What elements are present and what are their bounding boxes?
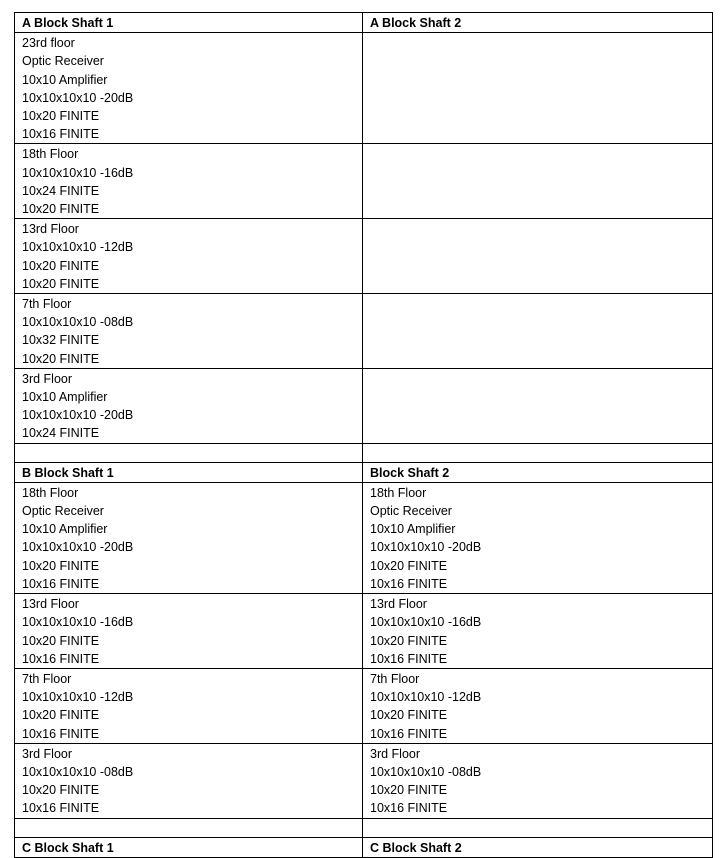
empty-cell xyxy=(15,443,363,462)
floor-label: 23rd floor xyxy=(22,36,75,51)
a-block-shaft-1-cell xyxy=(15,294,363,369)
equipment-line: 10x20 FINITE xyxy=(22,633,100,648)
b-block-shaft-2-cell xyxy=(363,594,713,669)
a-block-header-row xyxy=(15,13,713,33)
equipment-line: 10x16 FINITE xyxy=(22,651,100,666)
empty-cell xyxy=(363,443,713,462)
equipment-line: 10x10x10x10 -12dB xyxy=(22,240,134,255)
equipment-line: 10x10x10x10 -16dB xyxy=(22,615,134,630)
a-block-shaft-2-cell xyxy=(363,33,713,144)
a-block-shaft-1-cell xyxy=(15,219,363,294)
a-block-shaft-2-header: A Block Shaft 2 xyxy=(363,13,713,33)
equipment-line: 10x16 FINITE xyxy=(370,726,448,741)
b-block-shaft-2-cell xyxy=(363,668,713,743)
a-block-shaft-2-cell xyxy=(363,368,713,443)
table-row xyxy=(15,144,713,219)
b-block-shaft-1-header: B Block Shaft 1 xyxy=(15,462,363,482)
b-block-shaft-1-cell xyxy=(15,482,363,593)
floor-label: 7th Floor xyxy=(370,671,420,686)
floor-label: 13rd Floor xyxy=(22,597,79,612)
table-row xyxy=(15,668,713,743)
equipment-line: 10x32 FINITE xyxy=(22,333,100,348)
floor-label: 13rd Floor xyxy=(22,222,79,237)
equipment-line: 10x20 FINITE xyxy=(370,633,448,648)
c-block-shaft-2-header: C Block Shaft 2 xyxy=(363,837,713,857)
equipment-line: 10x10x10x10 -20dB xyxy=(370,540,482,555)
floor-label: 18th Floor xyxy=(22,147,79,162)
floor-label: 7th Floor xyxy=(22,671,72,686)
b-block-shaft-2-header: Block Shaft 2 xyxy=(363,462,713,482)
a-block-shaft-1-cell xyxy=(15,368,363,443)
table-row xyxy=(15,219,713,294)
empty-cell xyxy=(363,818,713,837)
b-block-shaft-1-cell xyxy=(15,594,363,669)
c-block-header-row xyxy=(15,837,713,857)
equipment-line: 10x20 FINITE xyxy=(22,558,100,573)
b-block-shaft-1-cell xyxy=(15,743,363,818)
equipment-line: 10x10 Amplifier xyxy=(22,522,108,537)
floor-label: 13rd Floor xyxy=(370,597,427,612)
equipment-line: 10x20 FINITE xyxy=(22,783,100,798)
table-row xyxy=(15,743,713,818)
equipment-line: 10x20 FINITE xyxy=(22,258,100,273)
a-block-shaft-1-header: A Block Shaft 1 xyxy=(15,13,363,33)
table-row xyxy=(15,594,713,669)
floor-label: 3rd Floor xyxy=(22,746,73,761)
equipment-line: 10x10x10x10 -20dB xyxy=(22,540,134,555)
equipment-line: 10x10x10x10 -20dB xyxy=(22,90,134,105)
table-row xyxy=(15,294,713,369)
table-row xyxy=(15,368,713,443)
spacer-row xyxy=(15,443,713,462)
b-block-shaft-2-cell xyxy=(363,743,713,818)
table-row xyxy=(15,482,713,593)
equipment-line: 10x20 FINITE xyxy=(370,558,448,573)
equipment-line: 10x16 FINITE xyxy=(370,801,448,816)
b-block-shaft-2-cell xyxy=(363,482,713,593)
equipment-line: 10x20 FINITE xyxy=(22,276,100,291)
equipment-line: 10x20 FINITE xyxy=(370,783,448,798)
floor-label: 3rd Floor xyxy=(22,371,73,386)
equipment-line: 10x24 FINITE xyxy=(22,426,100,441)
equipment-line: 10x20 FINITE xyxy=(22,708,100,723)
b-block-header-row xyxy=(15,462,713,482)
a-block-shaft-2-cell xyxy=(363,294,713,369)
equipment-line: 10x10x10x10 -08dB xyxy=(22,764,134,779)
equipment-line: 10x16 FINITE xyxy=(22,127,100,142)
shaft-equipment-table xyxy=(14,12,713,858)
equipment-line: 10x10x10x10 -16dB xyxy=(370,615,482,630)
equipment-line: 10x20 FINITE xyxy=(370,708,448,723)
equipment-line: 10x10 Amplifier xyxy=(22,390,108,405)
b-block-shaft-1-cell xyxy=(15,668,363,743)
equipment-line: 10x16 FINITE xyxy=(22,801,100,816)
floor-label: 3rd Floor xyxy=(370,746,421,761)
equipment-line: 10x10 Amplifier xyxy=(370,522,456,537)
equipment-line: 10x20 FINITE xyxy=(22,351,100,366)
equipment-line: Optic Receiver xyxy=(370,504,452,519)
equipment-line: 10x10x10x10 -08dB xyxy=(22,315,134,330)
equipment-line: 10x20 FINITE xyxy=(22,109,100,124)
equipment-line: 10x16 FINITE xyxy=(22,726,100,741)
a-block-shaft-1-cell xyxy=(15,144,363,219)
equipment-line: 10x10 Amplifier xyxy=(22,72,108,87)
equipment-line: 10x10x10x10 -20dB xyxy=(22,408,134,423)
equipment-line: 10x16 FINITE xyxy=(22,576,100,591)
spacer-row xyxy=(15,818,713,837)
table-row xyxy=(15,33,713,144)
equipment-line: Optic Receiver xyxy=(22,54,104,69)
equipment-line: 10x10x10x10 -12dB xyxy=(22,690,134,705)
equipment-line: 10x16 FINITE xyxy=(370,576,448,591)
equipment-line: 10x20 FINITE xyxy=(22,202,100,217)
floor-label: 18th Floor xyxy=(22,485,79,500)
a-block-shaft-2-cell xyxy=(363,144,713,219)
floor-label: 7th Floor xyxy=(22,297,72,312)
equipment-line: 10x10x10x10 -12dB xyxy=(370,690,482,705)
a-block-shaft-2-cell xyxy=(363,219,713,294)
equipment-line: 10x10x10x10 -08dB xyxy=(370,764,482,779)
equipment-line: 10x10x10x10 -16dB xyxy=(22,165,134,180)
a-block-shaft-1-cell xyxy=(15,33,363,144)
equipment-line: 10x16 FINITE xyxy=(370,651,448,666)
empty-cell xyxy=(15,818,363,837)
equipment-line: 10x24 FINITE xyxy=(22,183,100,198)
floor-label: 18th Floor xyxy=(370,485,427,500)
equipment-line: Optic Receiver xyxy=(22,504,104,519)
c-block-shaft-1-header: C Block Shaft 1 xyxy=(15,837,363,857)
